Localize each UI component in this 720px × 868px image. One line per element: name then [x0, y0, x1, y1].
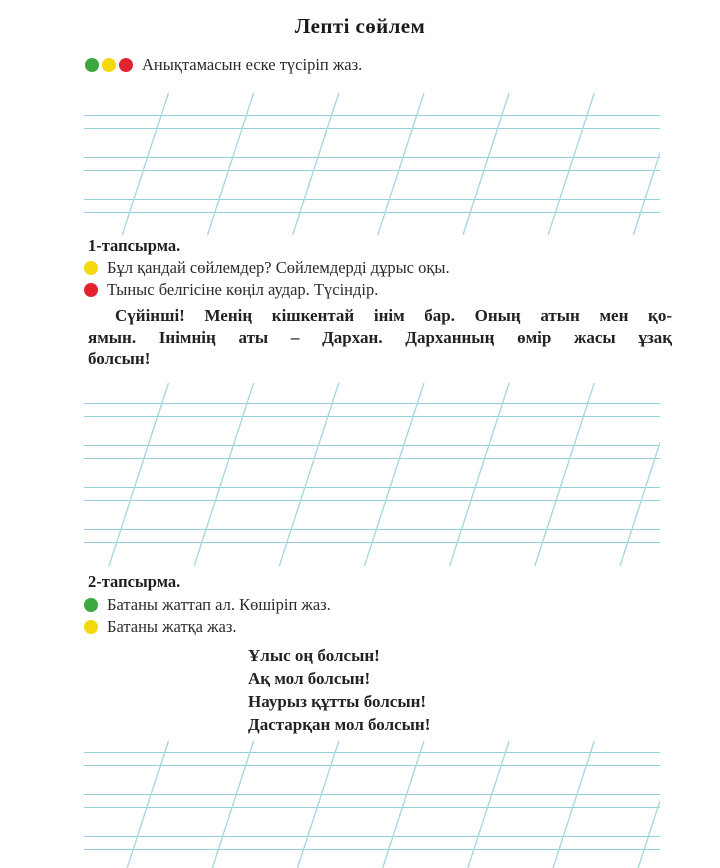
passage-line: ямын. Інімнің аты – Дархан. Дарханның өмір жасы ұзақ — [88, 327, 672, 347]
task1-bullet-1-text: Бұл қандай сөйлемдер? Сөйлемдерді дұрыс оқы. — [107, 258, 450, 277]
task2-bullet-2-text: Батаны жатқа жаз. — [107, 617, 237, 636]
task2-bullet-1 — [84, 594, 331, 616]
task1-bullet-2 — [84, 279, 378, 301]
poem-line: Ұлыс оң болсын! — [248, 646, 380, 665]
task1-label: 1-тапсырма. — [88, 236, 181, 255]
task2-bullet-2 — [84, 616, 237, 638]
handwriting-area-2 — [84, 383, 660, 566]
level-dot-yellow-icon — [102, 58, 116, 72]
handwriting-area-3 — [84, 741, 660, 868]
task2-label: 2-тапсырма. — [88, 572, 181, 591]
bata-poem — [248, 644, 430, 736]
level-dot-green-icon — [85, 58, 99, 72]
task1-bullet-2-text: Тыныс белгісіне көңіл аудар. Түсіндір. — [107, 280, 379, 299]
handwriting-area-1 — [84, 93, 660, 235]
passage-line: Сүйінші! Менің кішкентай інім бар. Оның атын мен қо- — [115, 306, 672, 325]
level-dot-green-icon — [84, 598, 98, 612]
intro-instruction-text: Анықтамасын еске түсіріп жаз. — [142, 55, 363, 74]
reading-passage — [88, 305, 672, 370]
passage-line: болсын! — [88, 349, 151, 368]
level-dot-yellow-icon — [84, 261, 98, 275]
level-dot-red-icon — [119, 58, 133, 72]
level-dot-red-icon — [84, 283, 98, 297]
page-title: Лепті сөйлем — [294, 14, 426, 38]
task2-bullet-1-text: Батаны жаттап ал. Көшіріп жаз. — [107, 595, 331, 614]
intro-instruction — [85, 54, 362, 76]
poem-line: Дастарқан мол болсын! — [248, 715, 431, 734]
level-dot-yellow-icon — [84, 620, 98, 634]
task1-bullet-1 — [84, 257, 450, 279]
poem-line: Ақ мол болсын! — [248, 669, 371, 688]
poem-line: Наурыз құтты болсын! — [248, 692, 427, 711]
